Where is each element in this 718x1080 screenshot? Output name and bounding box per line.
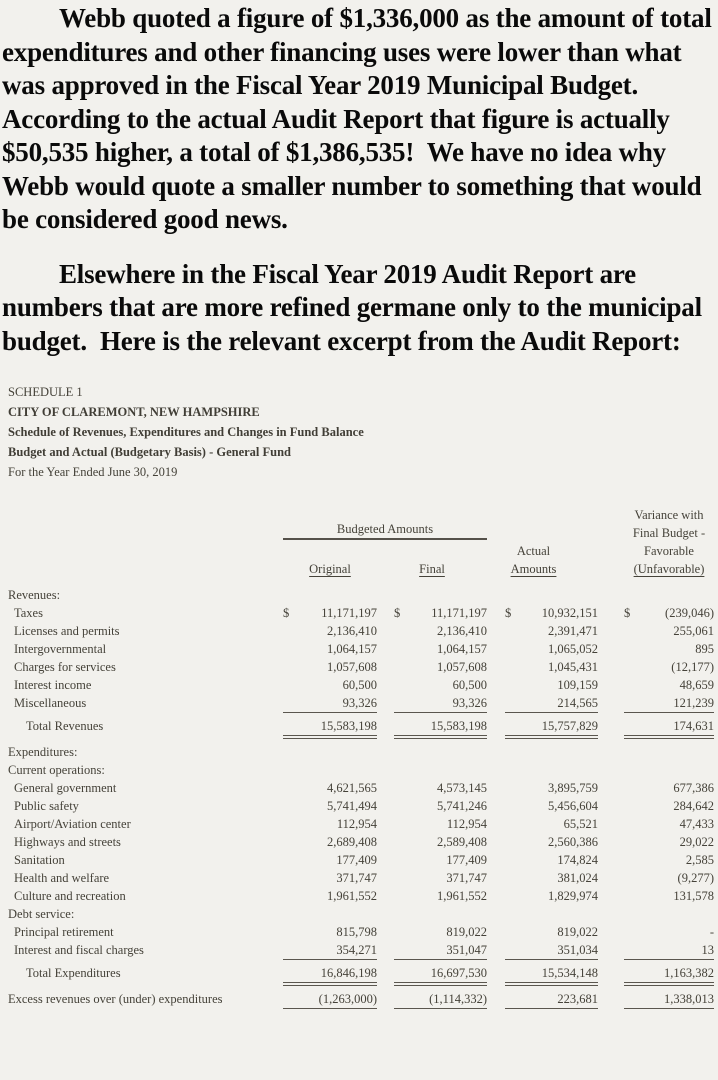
row-label: Principal retirement <box>14 925 114 939</box>
amount-value: 10,932,151 <box>541 606 598 620</box>
amount-value: 174,824 <box>557 853 598 867</box>
amount-original <box>283 779 377 797</box>
amount-variance <box>598 815 714 833</box>
amount-value: 381,024 <box>557 871 598 885</box>
amount-final <box>377 887 487 905</box>
table-row <box>8 964 714 986</box>
row-label: Culture and recreation <box>14 889 126 903</box>
amount-value: 351,047 <box>446 943 487 957</box>
amount-actual <box>487 964 598 986</box>
amount-value: 60,500 <box>342 678 377 692</box>
amount-actual <box>487 887 598 905</box>
amount-original <box>283 887 377 905</box>
amount-variance <box>598 833 714 851</box>
budget-subcolumns <box>283 560 487 578</box>
row-label: Miscellaneous <box>14 696 87 710</box>
amount-final <box>377 717 487 739</box>
amount-original <box>283 676 377 694</box>
amount-actual <box>487 640 598 658</box>
paragraph-elsewhere: Elsewhere in the Fiscal Year 2019 Audit Report are numbers that are more refined germane only to the municipal budget. Here is the relevant excerpt from the Audit Report: <box>2 258 709 356</box>
table-row <box>8 990 714 1009</box>
amount-value: 1,065,052 <box>548 642 598 656</box>
amount-value: 15,583,198 <box>320 719 377 733</box>
amount-value: 3,895,759 <box>548 781 598 795</box>
table-row <box>8 694 714 713</box>
amount-original <box>283 964 377 986</box>
amount-variance <box>598 622 714 640</box>
amount-value: 4,573,145 <box>437 781 487 795</box>
amount-actual <box>487 869 598 887</box>
amount-value: - <box>709 925 714 939</box>
row-label: Taxes <box>14 606 43 620</box>
amount-value: 177,409 <box>336 853 377 867</box>
amount-value: 93,326 <box>342 696 377 710</box>
amount-value: 177,409 <box>446 853 487 867</box>
amount-original <box>283 905 377 923</box>
amount-final <box>377 833 487 851</box>
amount-original <box>283 743 377 761</box>
row-label: Debt service: <box>8 907 75 921</box>
amount-value: 2,391,471 <box>548 624 598 638</box>
amount-actual <box>487 833 598 851</box>
amount-value: 15,534,148 <box>541 966 598 980</box>
audit-report-excerpt <box>0 382 718 1009</box>
amount-original <box>283 586 377 604</box>
schedule-title-line2: Budget and Actual (Budgetary Basis) - General Fund <box>8 445 292 459</box>
schedule-label: SCHEDULE 1 <box>8 385 83 399</box>
amount-variance <box>598 694 714 713</box>
amount-value: 112,954 <box>336 817 377 831</box>
amount-value: 1,163,382 <box>664 966 714 980</box>
table-row <box>8 815 714 833</box>
amount-original <box>283 717 377 739</box>
dollar-sign: $ <box>624 606 631 620</box>
amount-variance <box>598 743 714 761</box>
row-label: Current operations: <box>8 763 105 777</box>
schedule-period: For the Year Ended June 30, 2019 <box>8 465 178 479</box>
table-row <box>8 887 714 905</box>
amount-actual <box>487 604 598 622</box>
row-label: Total Revenues <box>26 719 104 733</box>
amount-value: 351,034 <box>557 943 598 957</box>
amount-final <box>377 815 487 833</box>
amount-value: 214,565 <box>557 696 598 710</box>
amount-value: 93,326 <box>452 696 487 710</box>
amount-original <box>283 833 377 851</box>
amount-actual <box>487 815 598 833</box>
amount-variance <box>598 640 714 658</box>
amount-variance <box>598 779 714 797</box>
amount-value: 5,741,246 <box>437 799 487 813</box>
amount-actual <box>487 694 598 713</box>
amount-value: 819,022 <box>557 925 598 939</box>
amount-value: (9,277) <box>677 871 714 885</box>
table-row <box>8 905 714 923</box>
dollar-sign: $ <box>505 606 512 620</box>
amount-value: 4,621,565 <box>327 781 377 795</box>
table-row <box>8 869 714 887</box>
amount-value: 121,239 <box>673 696 714 710</box>
amount-value: 2,136,410 <box>437 624 487 638</box>
dollar-sign: $ <box>394 606 401 620</box>
amount-final <box>377 990 487 1009</box>
amount-final <box>377 694 487 713</box>
amount-original <box>283 604 377 622</box>
budgeted-amounts-label: Budgeted Amounts <box>283 521 487 540</box>
article-text <box>0 0 718 358</box>
amount-value: 11,171,197 <box>321 606 377 620</box>
table-row <box>8 658 714 676</box>
amount-variance <box>598 851 714 869</box>
paragraph-webb-quote: Webb quoted a figure of $1,336,000 as the amount of total expenditures and other financing uses were lower than what was approved in the Fiscal Year 2019 Municipal Budget. According to the actual Audit Report that figure is actually $50,535 higher, a total of $1,386,535! We have no idea why Webb would quote a smaller number to something that would be considered good news. <box>2 3 718 234</box>
table-row <box>8 779 714 797</box>
amount-final <box>377 923 487 941</box>
amount-variance <box>598 869 714 887</box>
amount-value: 1,057,608 <box>327 660 377 674</box>
row-label: Sanitation <box>14 853 65 867</box>
amount-value: (1,263,000) <box>318 992 377 1006</box>
table-row <box>8 941 714 960</box>
table-row <box>8 586 714 604</box>
amount-original <box>283 869 377 887</box>
amount-variance <box>598 941 714 960</box>
amount-variance <box>598 658 714 676</box>
amount-final <box>377 658 487 676</box>
row-label: General government <box>14 781 117 795</box>
amount-variance <box>598 586 714 604</box>
row-label: Charges for services <box>14 660 116 674</box>
amount-actual <box>487 779 598 797</box>
amount-value: 109,159 <box>557 678 598 692</box>
amount-value: 1,057,608 <box>437 660 487 674</box>
amount-value: 677,386 <box>673 781 714 795</box>
amount-value: (12,177) <box>671 660 714 674</box>
budgeted-amounts-group-header <box>283 521 487 578</box>
amount-value: 13 <box>701 943 714 957</box>
amount-value: 255,061 <box>673 624 714 638</box>
amount-value: 112,954 <box>446 817 487 831</box>
table-row <box>8 604 714 622</box>
amount-original <box>283 941 377 960</box>
amount-variance <box>598 717 714 739</box>
table-row <box>8 622 714 640</box>
amount-actual <box>487 990 598 1009</box>
table-row <box>8 717 714 739</box>
table-row <box>8 833 714 851</box>
table-row <box>8 743 714 761</box>
amount-value: 819,022 <box>446 925 487 939</box>
amount-value: 2,589,408 <box>437 835 487 849</box>
column-header-original: Original <box>309 562 351 576</box>
amount-actual <box>487 658 598 676</box>
amount-value: 2,136,410 <box>327 624 377 638</box>
row-label: Expenditures: <box>8 745 78 759</box>
amount-actual <box>487 717 598 739</box>
amount-final <box>377 604 487 622</box>
row-label: Interest and fiscal charges <box>14 943 144 957</box>
amount-value: 895 <box>695 642 714 656</box>
schedule-table-body <box>8 586 718 1009</box>
table-row <box>8 640 714 658</box>
row-label: Interest income <box>14 678 92 692</box>
amount-value: 29,022 <box>679 835 714 849</box>
amount-actual <box>487 676 598 694</box>
amount-value: 2,689,408 <box>327 835 377 849</box>
amount-original <box>283 622 377 640</box>
amount-original <box>283 694 377 713</box>
amount-final <box>377 905 487 923</box>
amount-variance <box>598 676 714 694</box>
amount-final <box>377 964 487 986</box>
amount-original <box>283 761 377 779</box>
table-row <box>8 923 714 941</box>
amount-actual <box>487 743 598 761</box>
amount-value: 223,681 <box>557 992 598 1006</box>
amount-value: 1,045,431 <box>548 660 598 674</box>
amount-value: 2,560,386 <box>548 835 598 849</box>
amount-value: 354,271 <box>336 943 377 957</box>
amount-value: 1,961,552 <box>327 889 377 903</box>
amount-actual <box>487 905 598 923</box>
amount-final <box>377 779 487 797</box>
amount-value: 65,521 <box>563 817 598 831</box>
amount-variance <box>598 797 714 815</box>
amount-value: 1,338,013 <box>664 992 714 1006</box>
amount-value: 284,642 <box>673 799 714 813</box>
amount-original <box>283 640 377 658</box>
amount-value: (239,046) <box>665 606 714 620</box>
amount-value: 371,747 <box>336 871 377 885</box>
amount-value: 5,741,494 <box>327 799 377 813</box>
table-row <box>8 761 714 779</box>
amount-final <box>377 869 487 887</box>
amount-variance <box>598 761 714 779</box>
amount-original <box>283 990 377 1009</box>
amount-variance <box>598 923 714 941</box>
dollar-sign: $ <box>283 606 290 620</box>
row-label: Licenses and permits <box>14 624 120 638</box>
row-label: Intergovernmental <box>14 642 107 656</box>
table-row <box>8 797 714 815</box>
amount-actual <box>487 851 598 869</box>
amount-final <box>377 941 487 960</box>
amount-actual <box>487 622 598 640</box>
amount-final <box>377 761 487 779</box>
row-label: Airport/Aviation center <box>14 817 131 831</box>
column-header-final: Final <box>419 562 445 576</box>
amount-variance <box>598 964 714 986</box>
amount-value: (1,114,332) <box>429 992 487 1006</box>
amount-final <box>377 586 487 604</box>
row-label: Total Expenditures <box>26 966 121 980</box>
amount-value: 2,585 <box>685 853 714 867</box>
column-header-variance: Variance with Final Budget - Favorable (Unfavorable) <box>632 508 706 576</box>
amount-value: 815,798 <box>336 925 377 939</box>
amount-original <box>283 851 377 869</box>
amount-value: 15,757,829 <box>541 719 598 733</box>
amount-value: 174,631 <box>673 719 714 733</box>
amount-value: 1,064,157 <box>437 642 487 656</box>
amount-actual <box>487 941 598 960</box>
amount-value: 5,456,604 <box>548 799 598 813</box>
amount-actual <box>487 797 598 815</box>
amount-value: 16,697,530 <box>430 966 487 980</box>
amount-actual <box>487 586 598 604</box>
table-row <box>8 676 714 694</box>
amount-final <box>377 622 487 640</box>
amount-value: 15,583,198 <box>430 719 487 733</box>
amount-value: 16,846,198 <box>320 966 377 980</box>
amount-value: 1,829,974 <box>548 889 598 903</box>
amount-actual <box>487 923 598 941</box>
schedule-city: CITY OF CLAREMONT, NEW HAMPSHIRE <box>8 405 260 419</box>
amount-actual <box>487 761 598 779</box>
row-label: Public safety <box>14 799 79 813</box>
amount-variance <box>598 604 714 622</box>
row-label: Highways and streets <box>14 835 121 849</box>
row-label: Revenues: <box>8 588 61 602</box>
amount-value: 11,171,197 <box>431 606 487 620</box>
amount-value: 131,578 <box>673 889 714 903</box>
amount-value: 371,747 <box>446 871 487 885</box>
schedule-heading <box>8 382 718 482</box>
amount-value: 47,433 <box>679 817 714 831</box>
amount-final <box>377 676 487 694</box>
amount-original <box>283 923 377 941</box>
amount-original <box>283 815 377 833</box>
amount-variance <box>598 905 714 923</box>
amount-final <box>377 743 487 761</box>
amount-value: 1,961,552 <box>437 889 487 903</box>
amount-final <box>377 640 487 658</box>
amount-variance <box>598 887 714 905</box>
amount-value: 1,064,157 <box>327 642 377 656</box>
amount-final <box>377 797 487 815</box>
amount-final <box>377 851 487 869</box>
table-column-headers <box>8 502 714 578</box>
row-label: Health and welfare <box>14 871 110 885</box>
amount-value: 60,500 <box>452 678 487 692</box>
amount-original <box>283 658 377 676</box>
row-label: Excess revenues over (under) expenditures <box>8 992 223 1006</box>
column-header-actual-amounts: Actual Amounts <box>510 544 557 576</box>
table-row <box>8 851 714 869</box>
amount-variance <box>598 990 714 1009</box>
amount-value: 48,659 <box>679 678 714 692</box>
schedule-title-line1: Schedule of Revenues, Expenditures and Changes in Fund Balance <box>8 425 364 439</box>
amount-original <box>283 797 377 815</box>
